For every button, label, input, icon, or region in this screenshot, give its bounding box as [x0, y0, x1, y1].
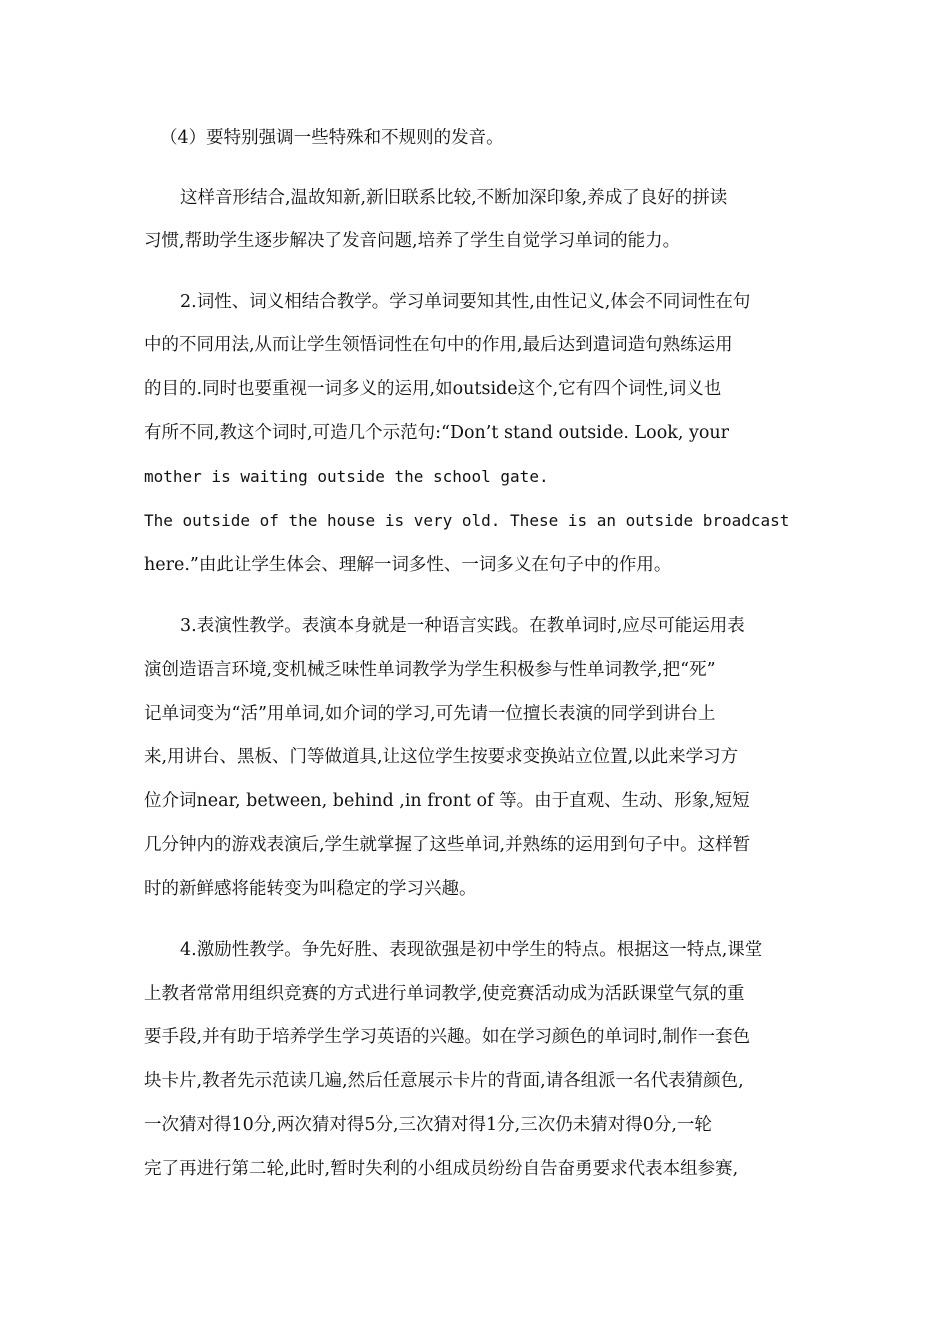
paragraph-line: 记单词变为“活”用单词,如介词的学习,可先请一位擅长表演的同学到讲台上	[144, 704, 716, 724]
paragraph-line: 来,用讲台、黑板、门等做道具,让这位学生按要求变换站立位置,以此来学习方	[144, 747, 739, 767]
paragraph-line: 完了再进行第二轮,此时,暂时失利的小组成员纷纷自告奋勇要求代表本组参赛,	[144, 1159, 739, 1179]
paragraph-line: 上教者常常用组织竞赛的方式进行单词教学,使竞赛活动成为活跃课堂气氛的重	[144, 984, 745, 1004]
paragraph-line: 4.激励性教学。争先好胜、表现欲强是初中学生的特点。根据这一特点,课堂	[180, 940, 763, 960]
paragraph-line: 一次猜对得10分,两次猜对得5分,三次猜对得1分,三次仍未猜对得0分,一轮	[144, 1115, 712, 1135]
paragraph-line: 习惯,帮助学生逐步解决了发音问题,培养了学生自觉学习单词的能力。	[144, 231, 681, 251]
paragraph-line: 中的不同用法,从而让学生领悟词性在句中的作用,最后达到遣词造句熟练运用	[144, 335, 733, 355]
paragraph-line: 2.词性、词义相结合教学。学习单词要知其性,由性记义,体会不同词性在句	[180, 292, 751, 312]
paragraph-line: 演创造语言环境,变机械乏味性单词教学为学生积极参与性单词教学,把“死”	[144, 660, 716, 680]
paragraph-line: mother is waiting outside the school gate.	[144, 467, 549, 486]
paragraph-line: （4）要特别强调一些特殊和不规则的发音。	[160, 128, 504, 148]
paragraph-line: 的目的.同时也要重视一词多义的运用,如outside这个,它有四个词性,词义也	[144, 379, 722, 399]
paragraph-line: 这样音形结合,温故知新,新旧联系比较,不断加深印象,养成了良好的拼读	[180, 188, 728, 208]
paragraph-line: The outside of the house is very old. These is an outside broadcast	[144, 511, 790, 530]
paragraph-line: 时的新鲜感将能转变为叫稳定的学习兴趣。	[144, 879, 477, 899]
paragraph-line: 位介词near, between, behind ,in front of 等。由于直观、生动、形象,短短	[144, 791, 750, 811]
paragraph-line: 3.表演性教学。表演本身就是一种语言实践。在教单词时,应尽可能运用表	[180, 616, 745, 636]
paragraph-line: here.”由此让学生体会、理解一词多性、一词多义在句子中的作用。	[144, 555, 672, 575]
paragraph-line: 有所不同,教这个词时,可造几个示范句:“Don’t stand outside. Look, your	[144, 423, 730, 443]
paragraph-line: 几分钟内的游戏表演后,学生就掌握了这些单词,并熟练的运用到句子中。这样暂	[144, 835, 751, 855]
paragraph-line: 要手段,并有助于培养学生学习英语的兴趣。如在学习颜色的单词时,制作一套色	[144, 1027, 751, 1047]
paragraph-line: 块卡片,教者先示范读几遍,然后任意展示卡片的背面,请各组派一名代表猜颜色,	[144, 1071, 744, 1091]
